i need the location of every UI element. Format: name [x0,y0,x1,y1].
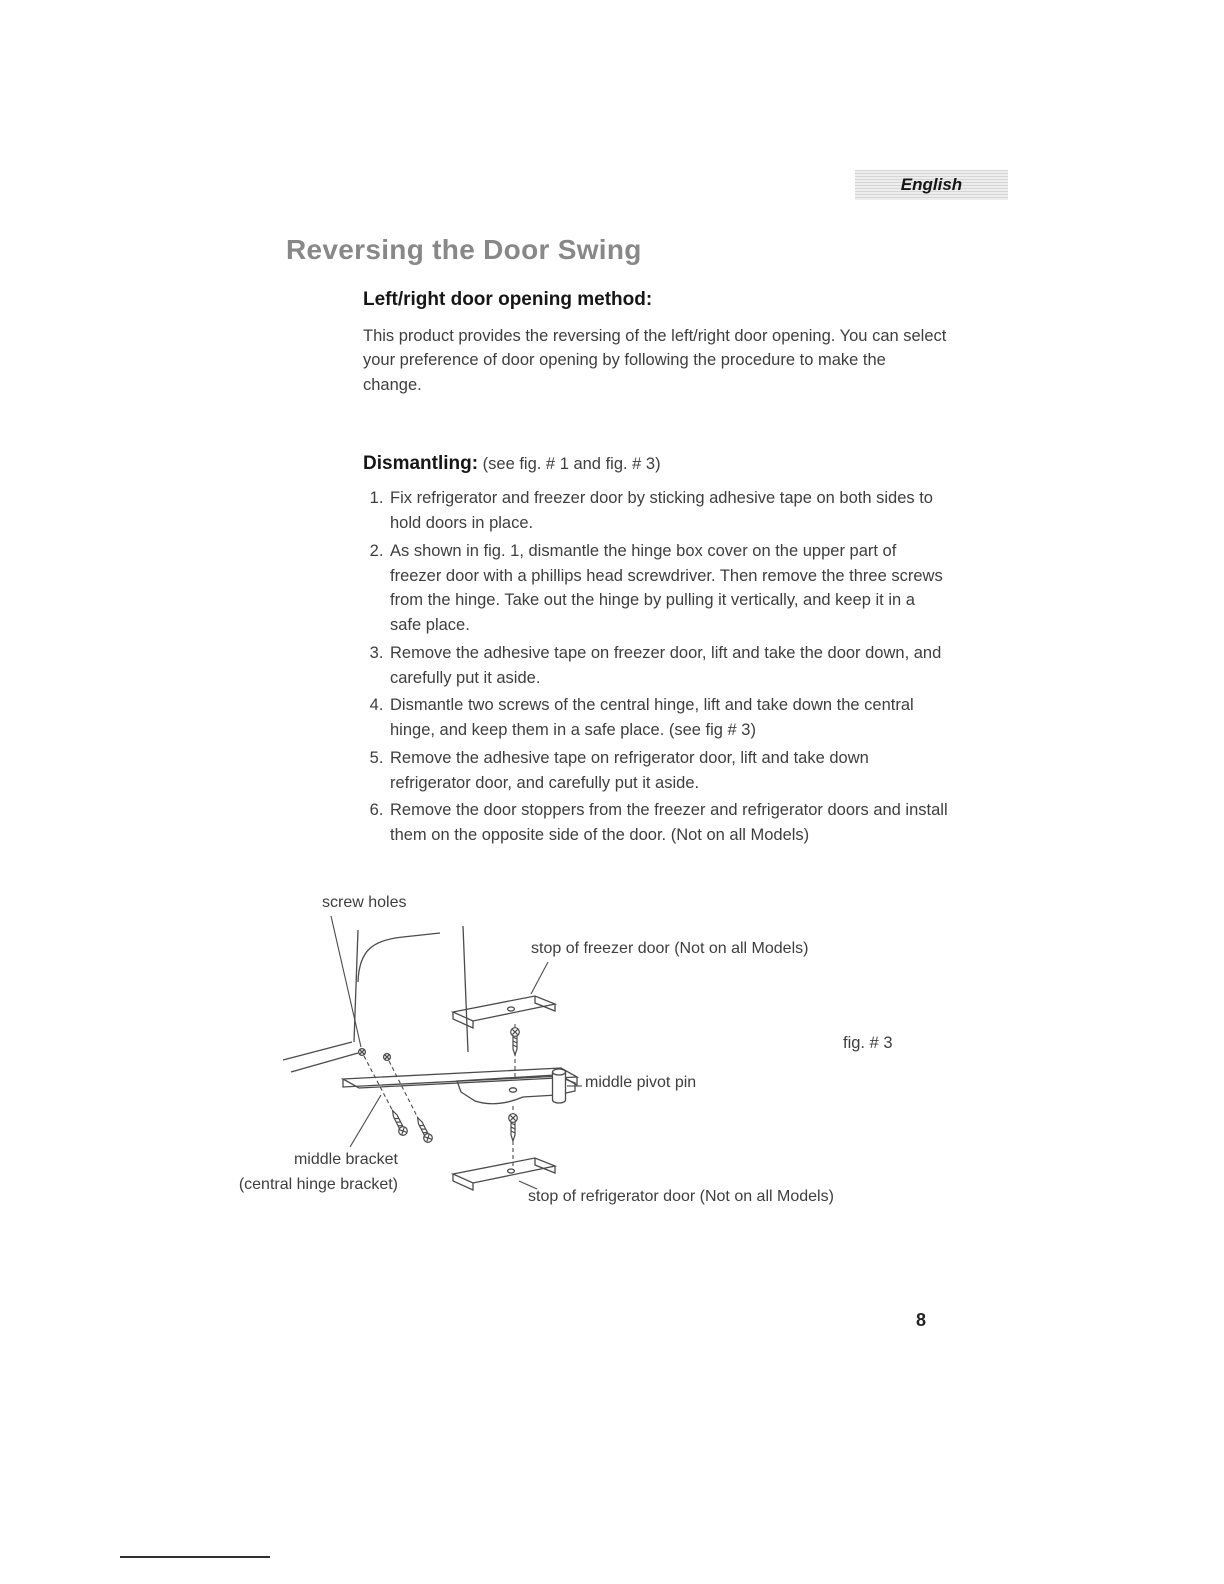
figure-caption: fig. # 3 [843,1034,893,1052]
step-2: 2. As shown in fig. 1, dismantle the hinge box cover on the upper part of freezer door with a phillips head screwdriver. Then remove the three screws from the hinge. Take out the hinge by pulling it vertically, and keep it in a safe place. [388,539,948,638]
step-5: 5. Remove the adhesive tape on refrigerator door, lift and take down refrigerator door, and carefully put it aside. [388,746,948,796]
freezer-door-stop-drawing [453,996,555,1028]
step-4: 4. Dismantle two screws of the central hinge, lift and take down the central hinge, and keep them in a safe place. (see fig # 3) [388,693,948,743]
cabinet-outline [283,926,468,1072]
label-middle-bracket-line2: (central hinge bracket) [238,1175,398,1193]
label-screw-holes: screw holes [322,894,407,911]
content-column [363,286,948,851]
label-middle-pivot-pin: middle pivot pin [585,1074,697,1091]
method-paragraph: This product provides the reversing of the left/right door opening. You can select your preference of door opening by following the procedure to make the change. [363,326,947,394]
step-1: 1. Fix refrigerator and freezer door by sticking adhesive tape on both sides to hold doors in place. [388,486,948,536]
page-title: Reversing the Door Swing [286,234,642,265]
middle-pivot-pin-drawing [553,1069,566,1103]
middle-bracket-drawing [343,1068,577,1088]
dismantling-steps [363,486,948,848]
page-number: 8 [916,1310,927,1330]
dismantling-note: (see fig. # 1 and fig. # 3) [482,454,661,473]
footer-rule [120,1556,270,1558]
language-tab: English [855,170,1008,200]
label-freezer-door-stop: stop of freezer door (Not on all Models) [531,940,809,957]
refrigerator-door-stop-drawing [453,1158,555,1190]
dismantling-header [363,450,948,479]
dismantling-heading: Dismantling: [363,452,479,474]
label-middle-bracket-line1: middle bracket [293,1151,398,1168]
method-heading: Left/right door opening method: [363,289,653,310]
figure-3 [225,882,937,1217]
label-middle-bracket [225,1148,398,1198]
step-6: 6. Remove the door stoppers from the freezer and refrigerator doors and install them on the opposite side of the door. (Not on all Models) [388,798,948,848]
label-refrigerator-door-stop: stop of refrigerator door (Not on all Models) [528,1188,834,1205]
step-3: 3. Remove the adhesive tape on freezer door, lift and take the door down, and carefully put it aside. [388,641,948,691]
screw-holes-marks [359,1049,391,1061]
